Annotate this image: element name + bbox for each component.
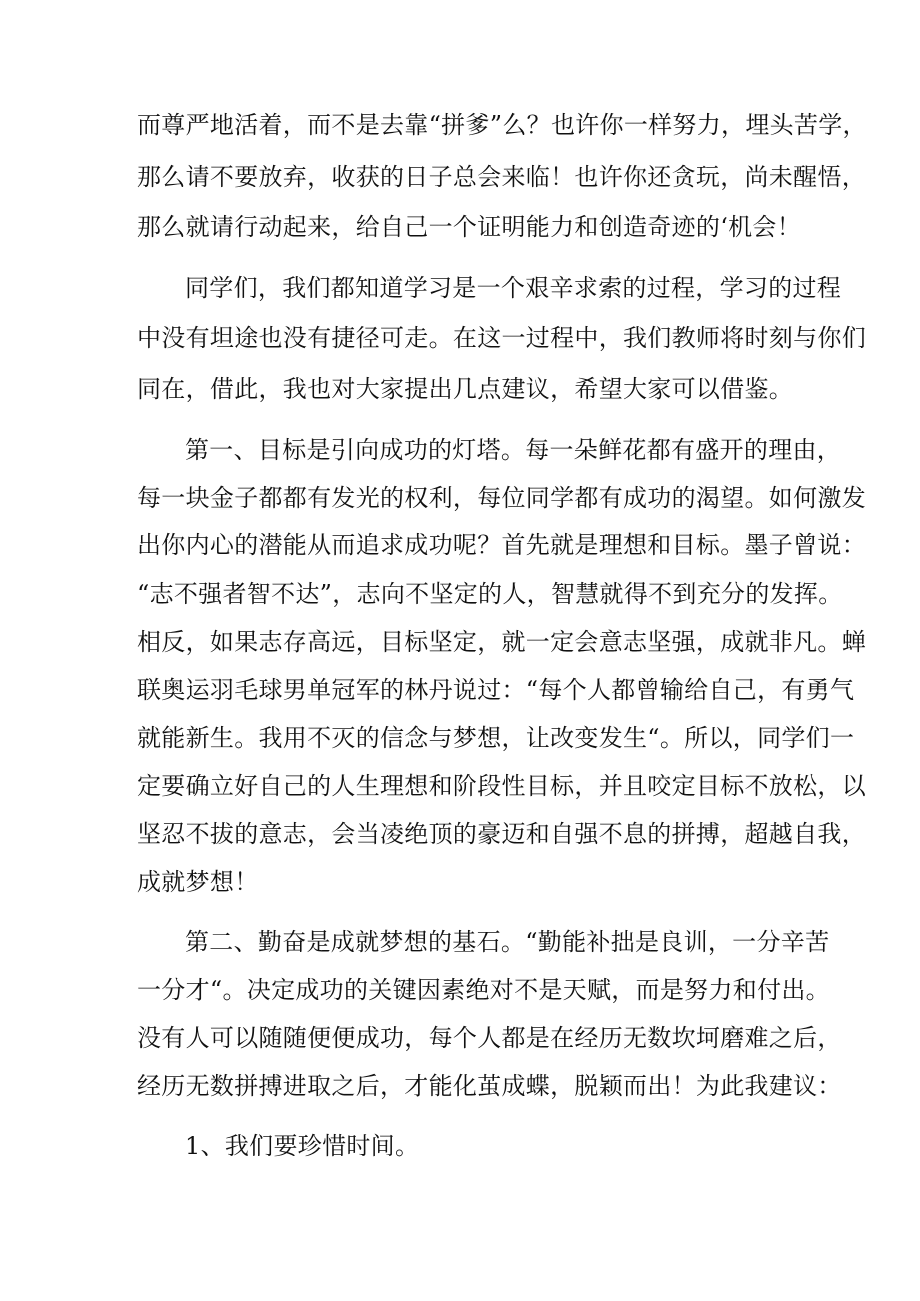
- text-line: “志不强者智不达”，志向不坚定的人，智慧就得不到充分的发挥。: [137, 580, 843, 608]
- text-line: 同在，借此，我也对大家提出几点建议，希望大家可以借鉴。: [137, 375, 794, 403]
- text-line: 出你内心的潜能从而追求成功呢？首先就是理想和目标。墨子曾说：: [137, 531, 866, 559]
- text-line: 就能新生。我用不灭的信念与梦想，让改变发生“。所以，同学们一: [137, 724, 855, 752]
- text-line: 而尊严地活着，而不是去靠“拼爹”么？也许你一样努力，埋头苦学，: [137, 111, 867, 139]
- text-line: 成就梦想！: [137, 868, 259, 896]
- text-line: 经历无数拼搏进取之后，才能化茧成蝶，脱颖而出！为此我建议：: [137, 1072, 842, 1100]
- text-line: 中没有坦途也没有捷径可走。在这一过程中，我们教师将时刻与你们: [137, 324, 866, 352]
- text-line: 1、我们要珍惜时间。: [185, 1132, 420, 1160]
- text-line: 定要确立好自己的人生理想和阶段性目标，并且咬定目标不放松，以: [137, 772, 866, 800]
- text-line: 坚忍不拔的意志，会当凌绝顶的豪迈和自强不息的拼搏，超越自我，: [137, 820, 866, 848]
- text-line: 没有人可以随随便便成功，每个人都是在经历无数坎坷磨难之后，: [137, 1024, 842, 1052]
- text-line: 联奥运羽毛球男单冠军的林丹说过：“每个人都曾输给自己，有勇气: [137, 676, 855, 704]
- text-line: 相反，如果志存高远，目标坚定，就一定会意志坚强，成就非凡。蝉: [137, 628, 866, 656]
- text-line: 同学们，我们都知道学习是一个艰辛求索的过程，学习的过程: [185, 274, 842, 302]
- text-line: 那么请不要放弃，收获的日子总会来临！也许你还贪玩，尚未醒悟，: [137, 163, 866, 191]
- text-line: 第二、勤奋是成就梦想的基石。“勤能补拙是良训，一分辛苦: [185, 928, 830, 956]
- text-line: 每一块金子都都有发光的权利，每位同学都有成功的渴望。如何激发: [137, 484, 866, 512]
- text-line: 一分才“。决定成功的关键因素绝对不是天赋，而是努力和付出。: [137, 976, 830, 1004]
- text-line: 第一、目标是引向成功的灯塔。每一朵鲜花都有盛开的理由，: [185, 436, 842, 464]
- text-line: 那么就请行动起来，给自己一个证明能力和创造奇迹的‘机会！: [137, 213, 802, 241]
